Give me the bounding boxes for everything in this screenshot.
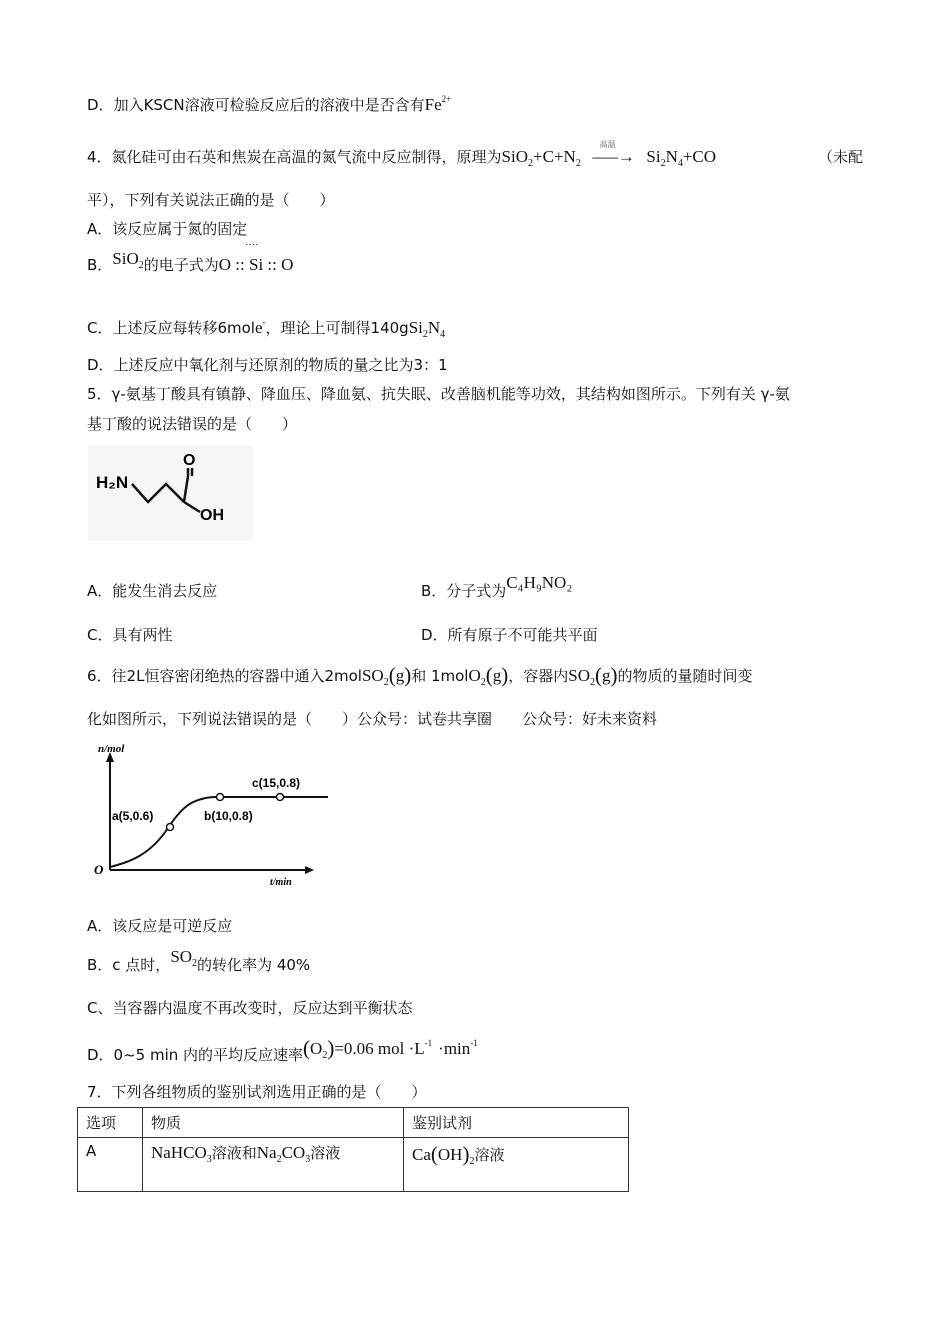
q4-option-a: A．该反应属于氮的固定	[87, 220, 248, 238]
q5-option-a: A．能发生消去反应	[87, 582, 218, 600]
label-c: c(15,0.8)	[252, 776, 301, 790]
lone-pair-dots: ‥‥	[245, 237, 259, 248]
option-label: D．	[87, 96, 114, 114]
x-axis-label: t/min	[270, 877, 292, 888]
q4-stem-line1: 4．氮化硅可由石英和焦炭在高温的氮气流中反应制得，原理为$SiO_2+C+N_2$ 高温 –––→ $Si_2N_4+CO$	[87, 146, 716, 175]
struct-h2n: H₂N	[96, 473, 129, 492]
q4-stem-line2: 平），下列有关说法正确的是（ ）	[87, 191, 335, 209]
table-header-row	[78, 1108, 629, 1138]
reaction-arrow: 高温 –––→	[586, 146, 642, 168]
q5-option-c: C．具有两性	[87, 626, 173, 644]
header-option: 选项	[78, 1108, 143, 1138]
option-text: 加入KSCN溶液可检验反应后的溶液中是否含有	[113, 96, 425, 114]
formula-c4h9no2: C₄H₉NO₂	[506, 573, 573, 592]
table-row	[78, 1138, 629, 1192]
q4-option-b: B．SiO2的电子式为O :: Si :: O	[87, 249, 294, 274]
point-a	[167, 824, 174, 831]
q4-option-c: C．上述反应每转移6mole-，理论上可制得$140gSi_2N_4$	[87, 317, 446, 340]
header-substance: 物质	[143, 1108, 404, 1138]
q6-option-c: C、当容器内温度不再改变时，反应达到平衡状态	[87, 999, 413, 1017]
q4-stem-tail: （未配	[818, 148, 864, 166]
q3-option-d	[87, 88, 451, 116]
charge-superscript: 2+	[441, 94, 452, 104]
q6-stem-line2: 化如图所示，下列说法错误的是（ ）公众号：试卷共享圈 公众号：好未来资料	[87, 710, 658, 728]
gaba-structure-image	[88, 446, 253, 541]
struct-oh: OH	[200, 507, 224, 524]
q5-stem-line2: 基丁酸的说法错误的是（ ）	[87, 415, 298, 433]
y-axis-label: n/mol	[98, 743, 125, 755]
point-b	[217, 794, 224, 801]
q6-option-a: A．该反应是可逆反应	[87, 917, 233, 935]
q4-option-d: D．上述反应中氧化剂与还原剂的物质的量之比为3：1	[87, 356, 448, 374]
row-a-label: A	[78, 1138, 143, 1192]
header-reagent: 鉴别试剂	[404, 1108, 629, 1138]
reagent-table	[77, 1107, 629, 1192]
q7-stem: 7．下列各组物质的鉴别试剂选用正确的是（ ）	[87, 1083, 427, 1101]
q6-option-d: D．0~5 min 内的平均反应速率(O2)=0.06 mol $\cdot L^{-1} \cdot\min^{-1}$	[87, 1036, 478, 1064]
origin-label: O	[94, 862, 104, 877]
formula-sio2: SiO	[501, 147, 529, 166]
q6-option-b: B．c 点时，$SO^2$的转化率为 40%	[87, 947, 311, 974]
q5-stem-line1: 5．γ-氨基丁酸具有镇静、降血压、降血氨、抗失眠、改善脑机能等功效，其结构如图所示。下列有关 γ-氨	[87, 385, 790, 403]
point-c	[277, 794, 284, 801]
n-vs-t-graph	[90, 740, 330, 890]
label-a: a(5,0.6)	[112, 809, 154, 823]
struct-o: O	[183, 452, 196, 469]
curve	[110, 797, 328, 867]
reaction-condition: 高温	[599, 140, 616, 149]
row-a-reagent: $Ca(OH)_2$溶液	[404, 1138, 629, 1192]
q5-option-d: D．所有原子不可能共平面	[421, 626, 598, 644]
row-a-substance: NaHCO$_3$溶液和$Na_2CO_3$溶液	[143, 1138, 404, 1192]
electron-formula: O :: Si :: O	[218, 255, 294, 274]
formula-fe: Fe	[424, 95, 442, 114]
label-b: b(10,0.8)	[204, 809, 253, 823]
q6-stem-line1: 6．往2L恒容密闭绝热的容器中通入2molSO$_2$(g)和 1molO$_2$(g)，容器内$SO_2(g)$的物质的量随时间变	[87, 663, 753, 688]
q5-option-b: B．分子式为C₄H₉NO₂	[421, 573, 573, 600]
